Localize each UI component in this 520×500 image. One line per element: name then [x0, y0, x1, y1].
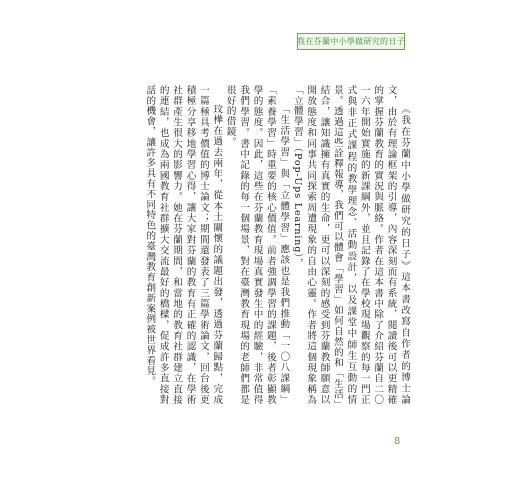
paragraph-1: 《我在芬蘭中小學做研究的日子》這本書改寫自作者的博士論文，由於有理論框架的引導，內容深刻而有系統，閱讀後可以更精確的掌握芬蘭教育的實況與脈絡。作者在這本書中除了介紹芬蘭自二〇一六年開始實施的新課綱外，並且記錄了在學校現場觀察的每一門正式與非正式課程的教學理念、活動設計，以及課堂中師生互動的情景。透過這些詮釋報導，我們可以體會「學習」如何自然的和「生活」結合，讓知識擁有真實的生命，更可以深刻的感受到芬蘭教師願意以開放態度和同事共同探索周遭現象的自由心靈。作者將這個現象稱為「立體學習」（Pop-Ups Learning）， — [291, 85, 410, 405]
page-number: 8 — [394, 436, 401, 447]
body-text — [119, 85, 411, 405]
running-header-title: 我在芬蘭中小學做研究的日子 — [297, 37, 405, 46]
running-header — [297, 33, 405, 50]
paragraph-2: 「生活學習」與「立體學習」應該也是我們推動「一〇八課綱」「素養學習」時重要的核心價值。前者強調學習的課題，後者彰顯教學的態度。因此，這些在芬蘭教育現場真實發生中的經驗，非常值得我們學習。書中記錄的每一個場景，對在臺灣教育現場的老師們都是很好的借鏡。 — [224, 85, 290, 405]
paragraph-3: 玟樺在過去兩年，從本土關懷的議題出發，透過芬蘭歸點，完成一篇極具考價值的博士論文；期間還發表了三篇學術論文，回台後更積極分享移地學習心得，讓大家對芬蘭的教育有正確的認識，在學術社群產生很大的影響力。她在芬蘭期間，和當地的教育社群建立直接的連結，也成為兩國教育社群擴大交流最好的橋樑，促成許多直接對話的機會，讓許多具有不同特色的臺灣教育創新案例被世界看見。 — [144, 85, 223, 405]
